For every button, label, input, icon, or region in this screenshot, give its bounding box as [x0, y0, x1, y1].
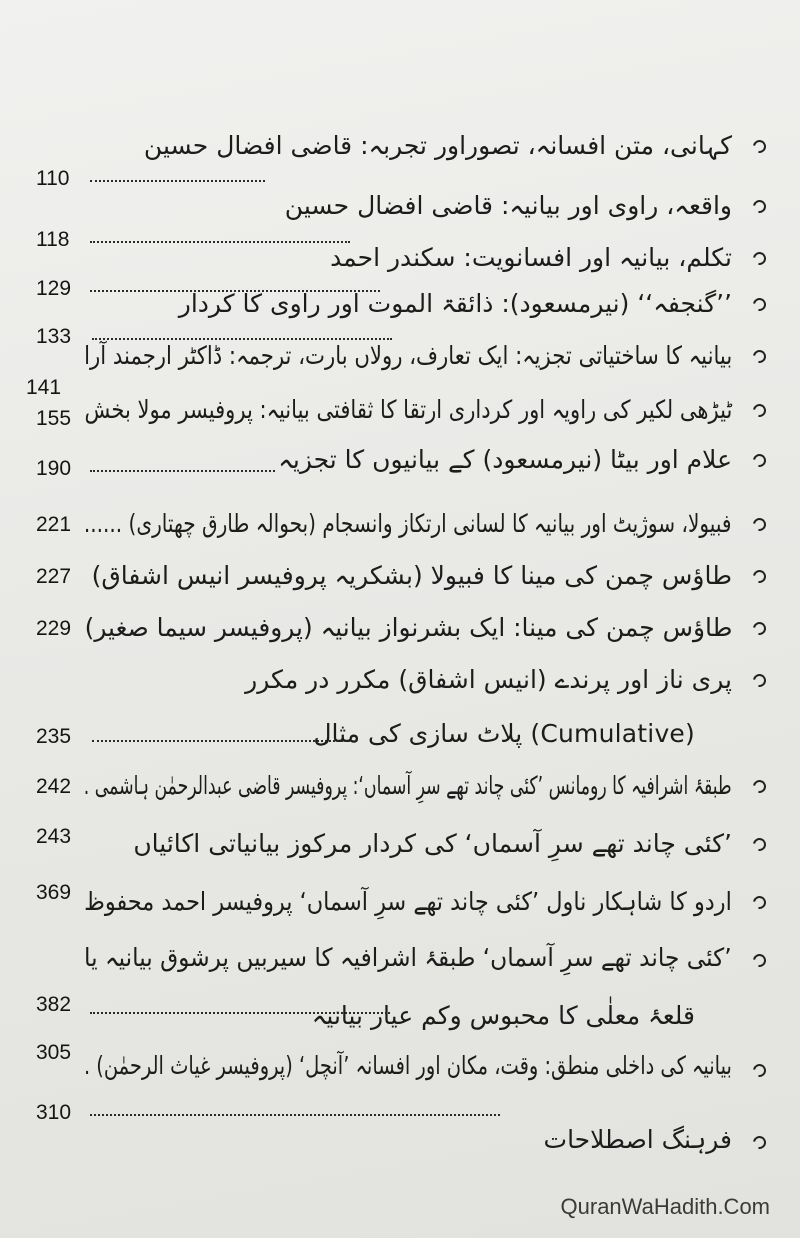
- circle-bullet-icon: [750, 197, 768, 215]
- leader-dots: [92, 740, 347, 742]
- entry-title-continued: (Cumulative) پلاٹ سازی کی مثال: [313, 719, 695, 748]
- entry-title: اردو کا شاہکار ناول ’کئی چاند تھے سرِ آسماں‘ پروفیسر احمد محفوظ: [84, 887, 732, 916]
- page-number: 133: [36, 325, 72, 348]
- page-number: 118: [36, 228, 70, 251]
- circle-bullet-icon: [750, 401, 768, 419]
- circle-bullet-icon: [750, 893, 768, 911]
- circle-bullet-icon: [750, 295, 768, 313]
- leader-dots: [90, 470, 275, 472]
- circle-bullet-icon: [750, 347, 768, 365]
- entry-title: ٹیڑھی لکیر کی راویہ اور کرداری ارتقا کا ثقافتی بیانیہ: پروفیسر مولا بخش: [84, 395, 732, 424]
- circle-bullet-icon: [750, 515, 768, 533]
- circle-bullet-icon: [750, 137, 768, 155]
- page-number: 110: [36, 167, 70, 190]
- entry-title: بیانیہ کی داخلی منطق: وقت، مکان اور افسانہ ’آنچل‘ (پروفیسر غیاث الرحمٰن) .: [84, 1051, 732, 1080]
- page-number: 382: [36, 993, 72, 1016]
- entry-title: فرہنگ اصطلاحات: [543, 1125, 732, 1154]
- page-number: 129: [36, 277, 72, 300]
- page-number: 310: [36, 1101, 72, 1124]
- page-number: 141: [26, 376, 62, 399]
- entry-title: ’کئی چاند تھے سرِ آسماں‘ طبقۂ اشرافیہ کا سیربیں پرشوق بیانیہ یا: [84, 943, 732, 972]
- circle-bullet-icon: [750, 777, 768, 795]
- page-number: 243: [36, 825, 72, 848]
- circle-bullet-icon: [750, 671, 768, 689]
- circle-bullet-icon: [750, 249, 768, 267]
- page-number: 155: [36, 407, 72, 430]
- entry-title: فبیولا، سوژیٹ اور بیانیہ کا لسانی ارتکاز وانسجام (بحوالہ طارق چھتاری) ......: [84, 509, 732, 538]
- entry-title: بیانیہ کا ساختیاتی تجزیہ: ایک تعارف، رولاں بارت، ترجمہ: ڈاکٹر ارجمند آرا: [83, 341, 732, 370]
- entry-title: ’کئی چاند تھے سرِ آسماں‘ کی کردار مرکوز بیانیاتی اکائیاں: [133, 829, 732, 858]
- entry-title: ’’گنجفہ‘‘ (نیرمسعود): ذائقۃ الموت اور راوی کا کردار: [178, 289, 732, 318]
- leader-dots: [90, 180, 265, 182]
- circle-bullet-icon: [750, 451, 768, 469]
- circle-bullet-icon: [750, 1061, 768, 1079]
- entry-title: طاؤس چمن کی مینا کا فبیولا (بشکریہ پروفیسر انیس اشفاق): [91, 561, 732, 590]
- circle-bullet-icon: [750, 835, 768, 853]
- entry-title: علام اور بیٹا (نیرمسعود) کے بیانیوں کا تجزیہ: [278, 445, 732, 474]
- site-watermark: QuranWaHadith.Com: [560, 1194, 770, 1219]
- page-number: 235: [36, 725, 72, 748]
- page-number: 227: [36, 565, 72, 588]
- entry-title: طبقۂ اشرافیہ کا رومانس ’کئی چاند تھے سرِ آسماں‘: پروفیسر قاضی عبدالرحمٰن ہاشمی .: [84, 771, 732, 800]
- leader-dots: [90, 241, 350, 243]
- circle-bullet-icon: [750, 951, 768, 969]
- circle-bullet-icon: [750, 1133, 768, 1151]
- page-number: 221: [36, 513, 72, 536]
- leader-dots: [90, 1114, 500, 1116]
- entry-title: تکلم، بیانیہ اور افسانویت: سکندر احمد: [330, 243, 732, 272]
- page-number: 190: [36, 457, 72, 480]
- page-number: 305: [36, 1041, 72, 1064]
- circle-bullet-icon: [750, 619, 768, 637]
- circle-bullet-icon: [750, 567, 768, 585]
- leader-dots: [90, 1012, 390, 1014]
- entry-title: واقعہ، راوی اور بیانیہ: قاضی افضال حسین: [284, 191, 732, 220]
- entry-title: طاؤس چمن کی مینا: ایک بشرنواز بیانیہ (پروفیسر سیما صغیر): [84, 613, 732, 642]
- entry-title-continued: قلعۂ معلٰی کا محبوس وکم عیار بیانیہ: [311, 1001, 695, 1030]
- entry-title: کہانی، متن افسانہ، تصوراور تجربہ: قاضی افضال حسین: [143, 131, 732, 160]
- page-number: 369: [36, 881, 72, 904]
- page-number: 242: [36, 775, 72, 798]
- page-number: 229: [36, 617, 72, 640]
- entry-title: پری ناز اور پرندے (انیس اشفاق) مکرر در مکرر: [245, 665, 732, 694]
